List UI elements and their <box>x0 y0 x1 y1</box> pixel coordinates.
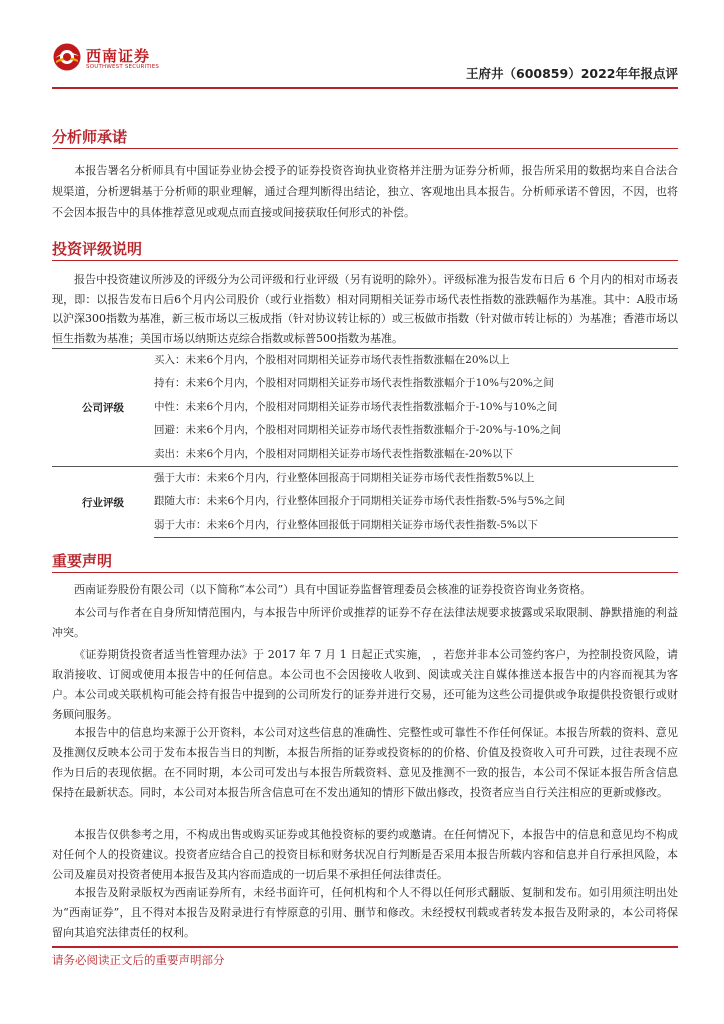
disclaimer-text-2: 本公司与作者在自身所知情范围内，与本报告中所评价或推荐的证券不存在法律法规要求披露或采取限制、静默措施的利益冲突。 <box>52 606 678 639</box>
company-rating-avoid: 回避：未来6个月内，个股相对同期相关证券市场代表性指数涨幅介于-20%与-10%之间 <box>154 424 561 437</box>
brand-logo <box>52 42 162 82</box>
rating-intro <box>52 270 678 348</box>
brand-subtitle: SOUTHWEST SECURITIES <box>86 64 160 70</box>
company-rating-label: 公司评级 <box>52 349 154 467</box>
company-rating-buy: 买入：未来6个月内，个股相对同期相关证券市场代表性指数涨幅在20%以上 <box>154 349 678 373</box>
section-title-rating: 投资评级说明 <box>52 240 143 258</box>
disclaimer-text-4: 本报告中的信息均来源于公开资料，本公司对这些信息的准确性、完整性或可靠性不作任何保证。本报告所载的资料、意见及推测仅反映本公司于发布本报告当日的判断，本报告所指的证券或投资标的的价格、价值及投资收入可升可跌，过往表现不应作为日后的表现依据。在不同时期，本公司可发出与本报告所载资料、意见及推测不一致的报告，本公司不保证本报告所含信息保持在最新状态。同时，本公司对本报告所含信息可在不发出通知的情形下做出修改，投资者应当自行关注相应的更新或修改。 <box>52 726 678 799</box>
analyst-statement-text: 本报告署名分析师具有中国证券业协会授予的证券投资咨询执业资格并注册为证券分析师，报告所采用的数据均来自合法合规渠道，分析逻辑基于分析师的职业理解，通过合理判断得出结论，独立、客观地出具本报告。分析师承诺不曾因，不因，也将不会因本报告中的具体推荐意见或观点而直接或间接获取任何形式的补偿。 <box>52 164 678 219</box>
rating-table <box>52 348 678 538</box>
industry-rating-label: 行业评级 <box>52 467 154 538</box>
industry-rating-neutral: 跟随大市：未来6个月内，行业整体回报介于同期相关证券市场代表性指数-5%与5%之间 <box>154 495 566 508</box>
section-divider-rating <box>52 260 678 261</box>
company-rating-neutral: 中性：未来6个月内，个股相对同期相关证券市场代表性指数涨幅介于-10%与10%之间 <box>154 400 558 413</box>
disclaimer-paragraph <box>52 603 678 643</box>
disclaimer-paragraph <box>52 580 678 600</box>
disclaimer-paragraph <box>52 723 678 803</box>
brand-name: 西南证券 <box>86 47 151 65</box>
section-divider-disclaimer <box>52 572 678 573</box>
analyst-statement <box>52 160 678 223</box>
disclaimer-text-5: 本报告仅供参考之用，不构成出售或购买证券或其他投资标的要约或邀请。在任何情况下，本报告中的信息和意见均不构成对任何个人的投资建议。投资者应结合自己的投资目标和财务状况自行判断是否采用本报告所载内容和信息并自行承担风险，本公司及雇员对投资者使用本报告及其内容而造成的一切后果不承担任何法律责任。 <box>52 828 678 881</box>
page-header <box>52 34 678 86</box>
rating-intro-text: 报告中投资建议所涉及的评级分为公司评级和行业评级（另有说明的除外）。评级标准为报告发布日后 6 个月内的相对市场表现，即：以报告发布日后6个月内公司股价（或行业指数）相对同期相关证券市场代表性指数的涨跌幅作为基准。其中：A股市场以沪深300指数为基准，新三板市场以三板成指（针对协议转让标的）或三板做市指数（针对做市转让标的）为基准；香港市场以恒生指数为基准；美国市场以纳斯达克综合指数或标普500指数为基准。 <box>52 273 678 345</box>
industry-rating-outperform: 强于大市：未来6个月内，行业整体回报高于同期相关证券市场代表性指数5%以上 <box>154 467 678 491</box>
section-title-disclaimer: 重要声明 <box>52 552 113 570</box>
rating-row <box>52 467 678 491</box>
disclaimer-text-3: 《证券期货投资者适当性管理办法》于 2017 年 7 月 1 日起正式实施， ，若您并非本公司签约客户，为控制投资风险，请取消接收、订阅或使用本报告中的任何信息。本公司也不会因接收人收到、阅读或关注自媒体推送本报告中的内容而视其为客户。本公司或关联机构可能会持有报告中提到的公司所发行的证券并进行交易，还可能为这些公司提供或争取提供投资银行或财务顾问服务。 <box>52 648 678 721</box>
disclaimer-paragraph <box>52 883 678 943</box>
header-divider <box>52 87 678 89</box>
rating-row <box>52 349 678 373</box>
footer-divider <box>52 946 678 948</box>
section-title-analyst: 分析师承诺 <box>52 128 128 146</box>
company-rating-sell: 卖出：未来6个月内，个股相对同期相关证券市场代表性指数涨幅在-20%以下 <box>154 447 514 460</box>
footer-notice: 请务必阅读正文后的重要声明部分 <box>52 953 225 967</box>
section-divider-analyst <box>52 148 678 149</box>
brand-logo-icon <box>52 42 82 72</box>
company-rating-hold: 持有：未来6个月内，个股相对同期相关证券市场代表性指数涨幅介于10%与20%之间 <box>154 377 554 390</box>
disclaimer-paragraph <box>52 645 678 725</box>
disclaimer-paragraph <box>52 825 678 885</box>
disclaimer-text-1: 西南证券股份有限公司（以下简称“本公司”）具有中国证券监督管理委员会核准的证券投资咨询业务资格。 <box>74 583 592 596</box>
industry-rating-underperform: 弱于大市：未来6个月内，行业整体回报低于同期相关证券市场代表性指数-5%以下 <box>154 514 678 538</box>
report-title: 王府井（600859）2022年年报点评 <box>466 66 678 81</box>
disclaimer-text-6: 本报告及附录版权为西南证券所有，未经书面许可，任何机构和个人不得以任何形式翻版、复制和发布。如引用须注明出处为“西南证券”，且不得对本报告及附录进行有悖原意的引用、删节和修改。未经授权刊载或者转发本报告及附录的，本公司将保留向其追究法律责任的权利。 <box>52 886 678 939</box>
